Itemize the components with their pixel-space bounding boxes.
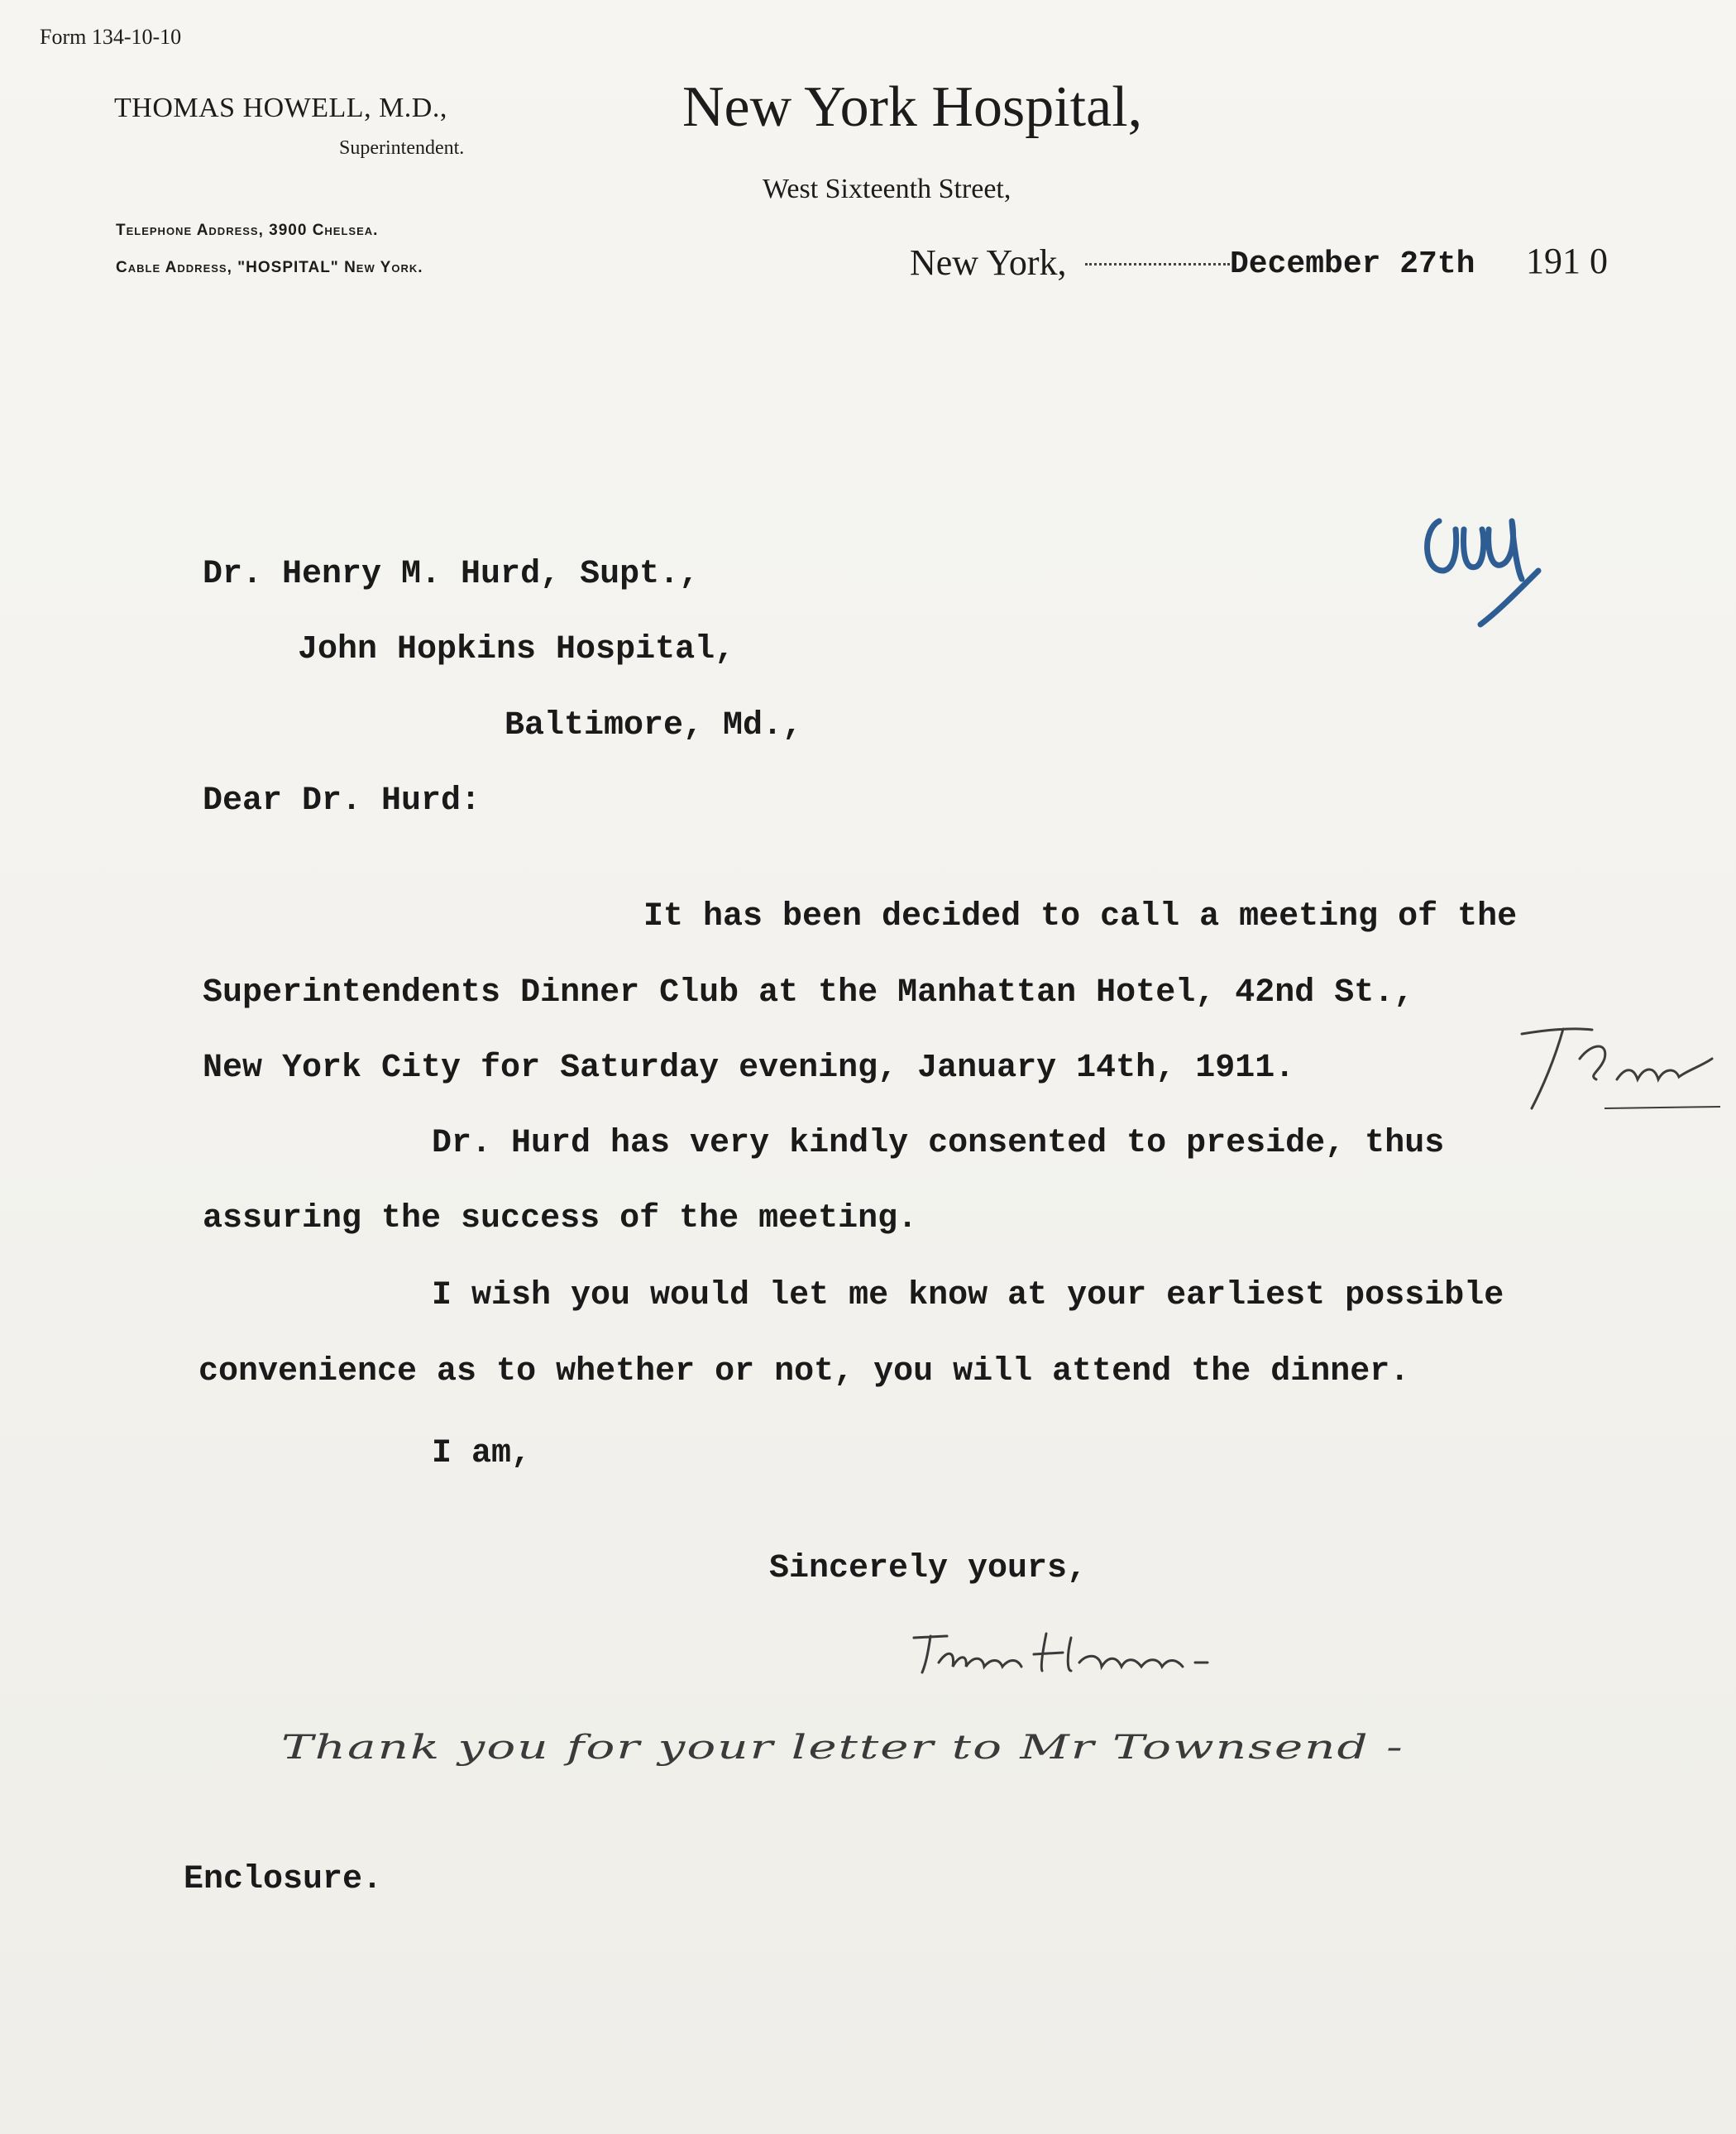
body-line: I wish you would let me know at your earliest possible — [432, 1277, 1504, 1314]
body-line: assuring the success of the meeting. — [203, 1200, 918, 1237]
doctor-name: THOMAS HOWELL, M.D., — [114, 93, 447, 123]
date-dotted-line — [1085, 263, 1230, 266]
closing: Sincerely yours, — [769, 1550, 1088, 1587]
body-line: Dr. Hurd has very kindly consented to preside, thus — [432, 1125, 1445, 1162]
body-line: Superintendents Dinner Club at the Manhattan Hotel, 42nd St., — [203, 974, 1414, 1012]
place-of-writing: New York, — [910, 242, 1067, 283]
enclosure-note: Enclosure. — [184, 1861, 383, 1898]
body-line: New York City for Saturday evening, January 14th, 1911. — [203, 1050, 1295, 1087]
margin-initials-handwriting — [1514, 1009, 1729, 1117]
doctor-title: Superintendent. — [339, 137, 465, 159]
salutation: Dear Dr. Hurd: — [203, 782, 481, 820]
letter-date: December 27th — [1230, 246, 1475, 282]
printed-year: 191 0 — [1526, 241, 1608, 281]
recipient-line-1: Dr. Henry M. Hurd, Supt., — [203, 556, 700, 593]
body-line: I am, — [432, 1435, 532, 1472]
cable-address: Cable Address, "HOSPITAL" New York. — [116, 259, 423, 276]
hospital-name: New York Hospital, — [682, 75, 1143, 139]
body-line: It has been decided to call a meeting of the — [643, 898, 1518, 935]
signature-handwriting — [910, 1621, 1406, 1687]
recipient-line-3: Baltimore, Md., — [505, 707, 803, 744]
recipient-line-2: John Hopkins Hospital, — [298, 631, 735, 668]
street-address: West Sixteenth Street, — [763, 174, 1011, 204]
telephone-address: Telephone Address, 3900 Chelsea. — [116, 222, 379, 239]
blue-answered-mark — [1406, 480, 1588, 662]
form-number: Form 134-10-10 — [40, 25, 182, 49]
handwritten-postscript: Thank you for your letter to Mr Townsend - — [281, 1727, 1404, 1767]
body-line: convenience as to whether or not, you will attend the dinner. — [198, 1353, 1410, 1390]
